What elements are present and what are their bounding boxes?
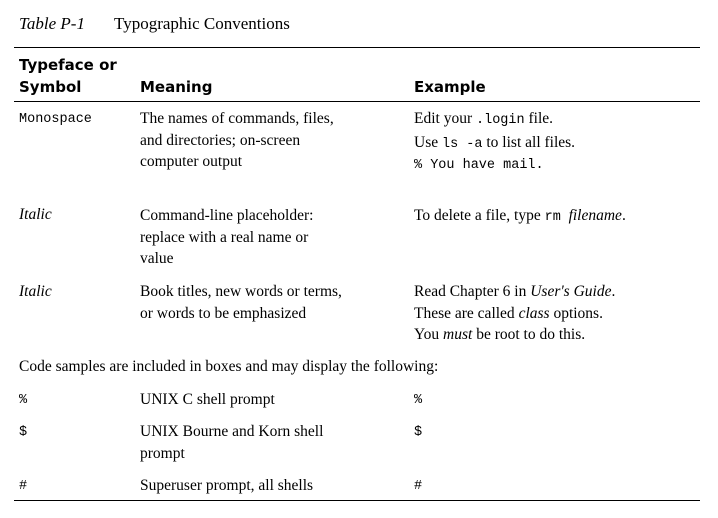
- table-title: Typographic Conventions: [114, 14, 290, 33]
- prompt-symbol-csh: %: [19, 393, 28, 408]
- row-meaning-italic-placeholder: Command-line placeholder: replace with a real name or value: [140, 207, 314, 267]
- header-typeface: Typeface or Symbol: [19, 56, 117, 96]
- prompt-symbol-root: #: [19, 479, 28, 494]
- row-meaning-italic-emphasis: Book titles, new words or terms, or words to be emphasized: [140, 283, 342, 322]
- prompt-meaning-csh: UNIX C shell prompt: [140, 391, 275, 408]
- row-example-italic-placeholder: To delete a file, type rm filename.: [414, 207, 626, 225]
- row-typeface-italic-emphasis: Italic: [19, 283, 52, 300]
- prompt-meaning-sh: UNIX Bourne and Korn shell prompt: [140, 423, 324, 462]
- header-example: Example: [414, 78, 486, 96]
- header-rule: [14, 101, 700, 102]
- prompt-example-root: #: [414, 479, 423, 494]
- row-typeface-monospace: Monospace: [19, 112, 92, 127]
- table-label: Table P-1: [19, 14, 85, 33]
- row-meaning-monospace: The names of commands, files, and directories; on-screen computer output: [140, 110, 334, 170]
- header-meaning: Meaning: [140, 78, 213, 96]
- bottom-rule: [14, 500, 700, 501]
- row-example-monospace: Edit your .login file. Use ls -a to list all files. % You have mail.: [414, 110, 576, 173]
- prompt-symbol-sh: $: [19, 425, 28, 440]
- row-typeface-italic-placeholder: Italic: [19, 206, 52, 223]
- row-example-italic-emphasis: Read Chapter 6 in User's Guide. These are called class options. You must be root to do this.: [414, 283, 616, 343]
- top-rule: [14, 47, 700, 48]
- prompt-example-sh: $: [414, 425, 423, 440]
- prompt-example-csh: %: [414, 393, 423, 408]
- code-samples-note: Code samples are included in boxes and may display the following:: [19, 358, 439, 375]
- table-caption: [19, 12, 290, 36]
- prompt-meaning-root: Superuser prompt, all shells: [140, 477, 314, 494]
